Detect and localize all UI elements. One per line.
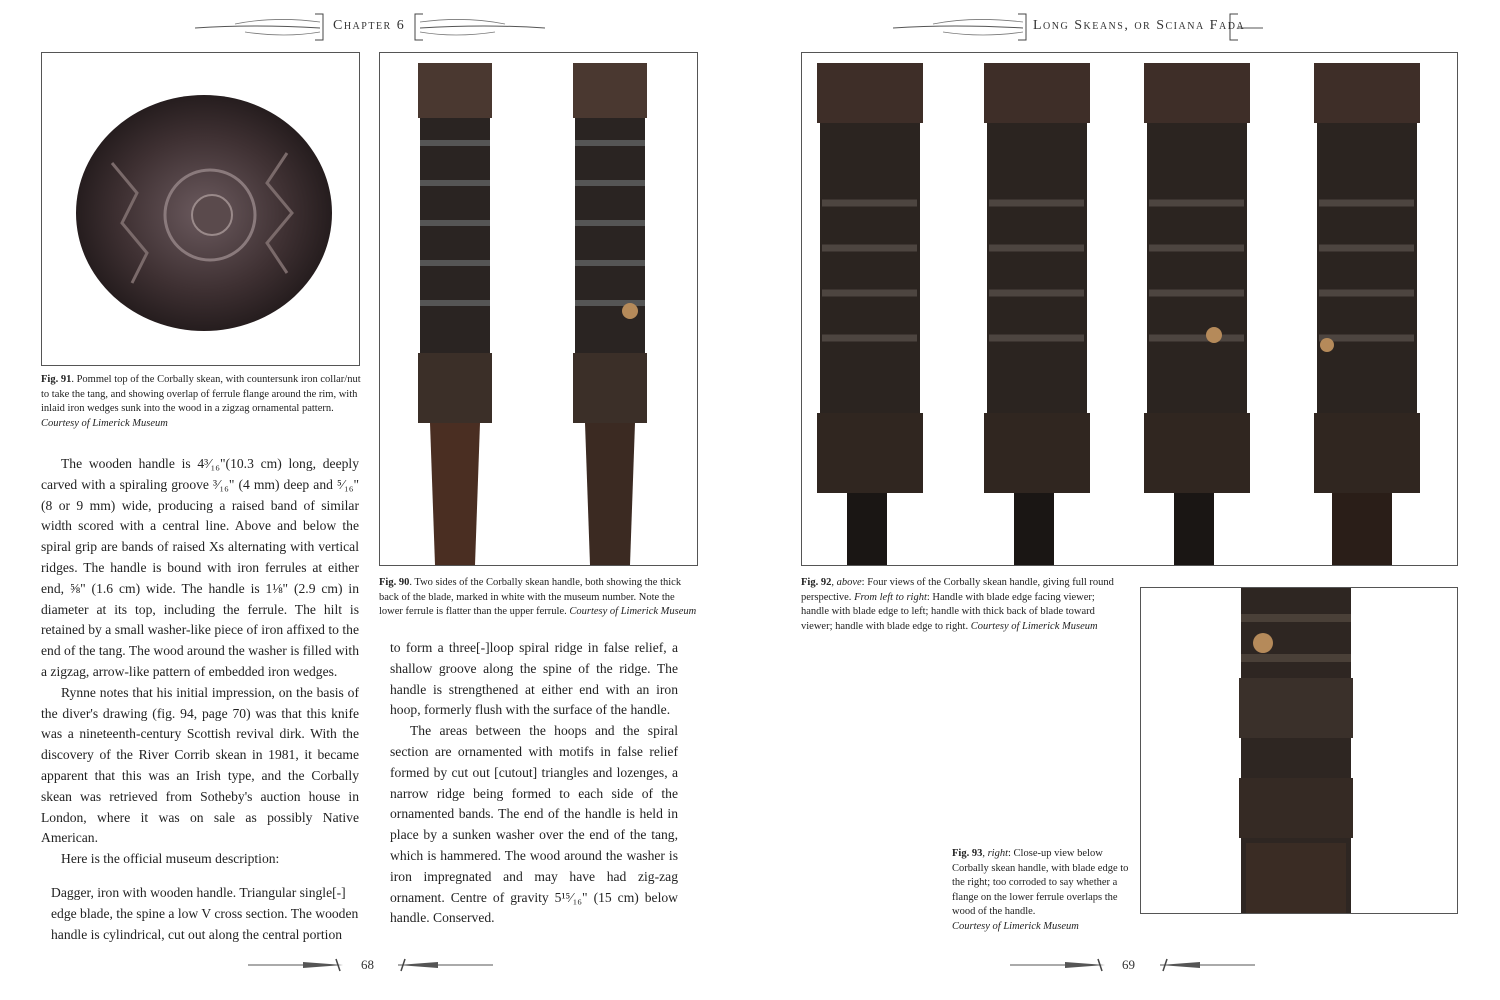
- fig92-photo: [801, 52, 1458, 566]
- view-4: [1314, 63, 1420, 565]
- fig90-label: Fig. 90: [379, 577, 410, 588]
- running-head-left: [195, 12, 545, 42]
- running-head-title: Long Skeans, or Sciana Fada: [1033, 18, 1246, 33]
- fig90-text: . Two sides of the Corbally skean handle, both showing the thick back of the blade, marked in white with the museum number. Note the lower ferrule is flatter than the upper ferrule.: [379, 577, 682, 617]
- paragraph: to form a three[-]loop spiral ridge in false relief, a shallow groove along the spine of the ridge. The handle is strengthened at either end with an iron hoop, formerly flush with the surface of the handle.: [390, 640, 678, 718]
- fig90-credit: Courtesy of Limerick Museum: [569, 606, 697, 617]
- fig92-position: , above: [831, 577, 862, 588]
- four-views-image: [802, 53, 1457, 565]
- fig91-text: . Pommel top of the Corbally skean, with countersunk iron collar/nut to take the tang, and showing overlap of ferrule flange around the rim, with inlaid iron wedges sunk into the wood in a zigzag ornamental pattern.: [41, 374, 361, 414]
- fig93-credit: Courtesy of Limerick Museum: [952, 920, 1079, 932]
- fig93-caption: [952, 847, 1134, 934]
- fig91-credit: Courtesy of Limerick Museum: [41, 417, 168, 429]
- paragraph: Rynne notes that his initial impression, on the basis of the diver's drawing (fig. 94, page 70) was that this knife was a nineteenth-century Scottish revival dirk. With the discovery of the River Corrib skean in 1981, it became apparent that this was an Irish type, and the Corbally skean was retrieved from Sotheby's auction house in London, where it was on sale as possibly Native American.: [41, 684, 359, 846]
- fig93-photo: [1140, 587, 1458, 914]
- view-1: [817, 63, 923, 565]
- page-number: 68: [361, 957, 374, 972]
- fig92-text: : Four views of the Corbally skean handle, giving full round perspective.: [801, 577, 1114, 603]
- fig92-credit: Courtesy of Limerick Museum: [970, 620, 1098, 632]
- page-number: 69: [1122, 957, 1135, 972]
- right-page: [750, 0, 1500, 1000]
- fig91-caption: [41, 373, 361, 431]
- fig92-text-2: : Handle with blade edge facing viewer; handle with blade edge to left; handle with thick back of blade toward viewer; handle with blade edge to right.: [801, 591, 1095, 632]
- fig91-photo: [41, 52, 360, 366]
- running-head-title: Chapter 6: [333, 18, 406, 33]
- body-column-1: [41, 454, 359, 945]
- closeup-image: [1141, 588, 1457, 913]
- body-column-2: [390, 638, 678, 929]
- museum-description-quote: Dagger, iron with wooden handle. Triangular single[-] edge blade, the spine a low V cross section. The wooden handle is cylindrical, cut out along the central portion: [51, 884, 359, 942]
- fig92-lead: From left to right: [854, 591, 927, 603]
- paragraph: The wooden handle is 4³⁄₁₆"(10.3 cm) long, deeply carved with a spiraling groove ³⁄₁₆" (4 mm) deep and ⁵⁄₁₆" (8 or 9 mm) wide, producing a raised band of similar width scored with a central line. Above and below the spiral grip are bands of raised Xs alternating with vertical ridges. The handle is bound with iron ferrules at either end, ⅝" (1.6 cm) wide. The handle is 1⅛" (2.9 cm) in diameter at its top, including the ferrule. The hilt is retained by a small washer-like piece of iron affixed to the end of the tang. The wood around the washer is filled with a zigzag, arrow-like pattern of embedded iron wedges.: [41, 456, 359, 679]
- fig92-caption: [801, 576, 1123, 634]
- folio-left: [248, 955, 493, 975]
- running-head-right: [893, 12, 1263, 42]
- folio-right: [1010, 955, 1255, 975]
- fig92-label: Fig. 92: [801, 577, 832, 588]
- fig93-label: Fig. 93: [952, 848, 983, 859]
- fig90-photo: [379, 52, 698, 566]
- pommel-image: [42, 53, 359, 365]
- paragraph: The areas between the hoops and the spiral section are ornamented with motifs in false relief formed by cut out [cutout] triangles and lozenges, a narrow ridge being formed to each side of the ornamented bands. The end of the handle is held in place by a sunken washer over the end of the tang, which is hammered. The wood around the washer is iron impregnated and may have had zig-zag ornament. Centre of gravity 5¹⁵⁄₁₆" (15 cm) below handle. Conserved.: [390, 723, 678, 926]
- view-3: [1144, 63, 1250, 565]
- paragraph: Here is the official museum description:: [61, 851, 280, 867]
- view-2: [984, 63, 1090, 565]
- fig91-label: Fig. 91: [41, 374, 72, 385]
- handle-two-sides-image: [380, 53, 697, 565]
- fig93-position: , right: [982, 848, 1009, 859]
- fig93-text: : Close-up view below Corbally skean handle, with blade edge to the right; too corroded to say whether a flange on the lower ferrule overlaps the wood of the handle.: [952, 848, 1129, 917]
- fig90-caption: [379, 576, 699, 620]
